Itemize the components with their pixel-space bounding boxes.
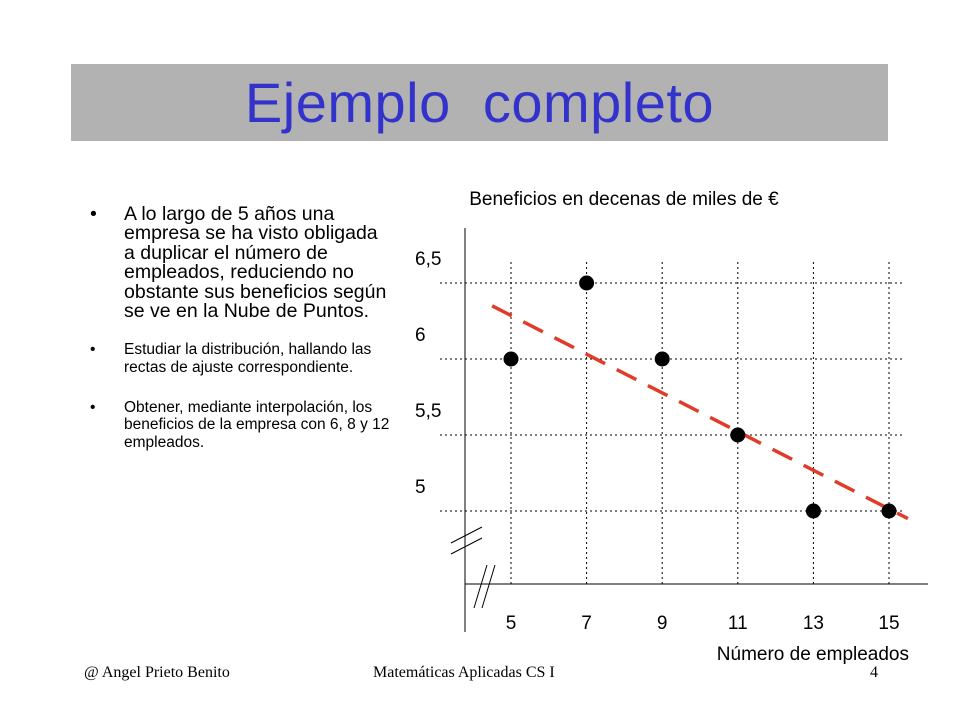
data-point bbox=[730, 428, 745, 443]
tick-labels bbox=[415, 249, 900, 634]
footer-author: @ Angel Prieto Benito bbox=[84, 664, 230, 681]
x-tick-label: 9 bbox=[656, 613, 668, 634]
y-tick-label: 5 bbox=[415, 477, 426, 498]
chart-title: Beneficios en decenas de miles de € bbox=[469, 189, 779, 210]
x-axis-break-mark bbox=[474, 565, 487, 608]
bullet-icon: • bbox=[90, 399, 96, 417]
data-point bbox=[504, 352, 519, 367]
bullet-text-3: Obtener, mediante interpolación, los beneficios de la empresa con 6, 8 y 12 empleados. bbox=[124, 399, 390, 451]
data-point bbox=[655, 352, 670, 367]
bullet-text-1: A lo largo de 5 años una empresa se ha visto obligada a duplicar el número de empleados, reduciendo no obstante sus beneficios según se ve en la Nube de Puntos. bbox=[124, 203, 387, 323]
slide-title: Ejemplo completo bbox=[244, 71, 715, 134]
x-axis-break-mark bbox=[482, 565, 495, 608]
x-tick-label: 13 bbox=[802, 613, 824, 634]
x-tick-label: 7 bbox=[581, 613, 592, 634]
x-tick-label: 11 bbox=[727, 613, 748, 634]
footer-course: Matemáticas Aplicadas CS I bbox=[373, 664, 555, 681]
y-tick-label: 5,5 bbox=[415, 401, 442, 422]
axes bbox=[451, 228, 928, 632]
y-tick-label: 6 bbox=[415, 325, 426, 346]
bullet-icon: • bbox=[90, 341, 96, 359]
x-tick-label: 5 bbox=[505, 613, 517, 634]
bullet-icon: • bbox=[90, 203, 97, 225]
data-point bbox=[579, 276, 594, 291]
data-point bbox=[806, 504, 821, 519]
y-tick-label: 6,5 bbox=[415, 249, 442, 270]
bullet-text-2: Estudiar la distribución, hallando las rectas de ajuste correspondiente. bbox=[124, 341, 372, 376]
x-axis-title: Número de empleados bbox=[716, 644, 909, 665]
data-point bbox=[882, 504, 897, 519]
grid bbox=[440, 262, 905, 584]
regression-line bbox=[492, 306, 908, 519]
footer-page-number: 4 bbox=[870, 664, 878, 681]
regression-layer bbox=[492, 306, 908, 519]
x-tick-label: 15 bbox=[878, 613, 900, 634]
